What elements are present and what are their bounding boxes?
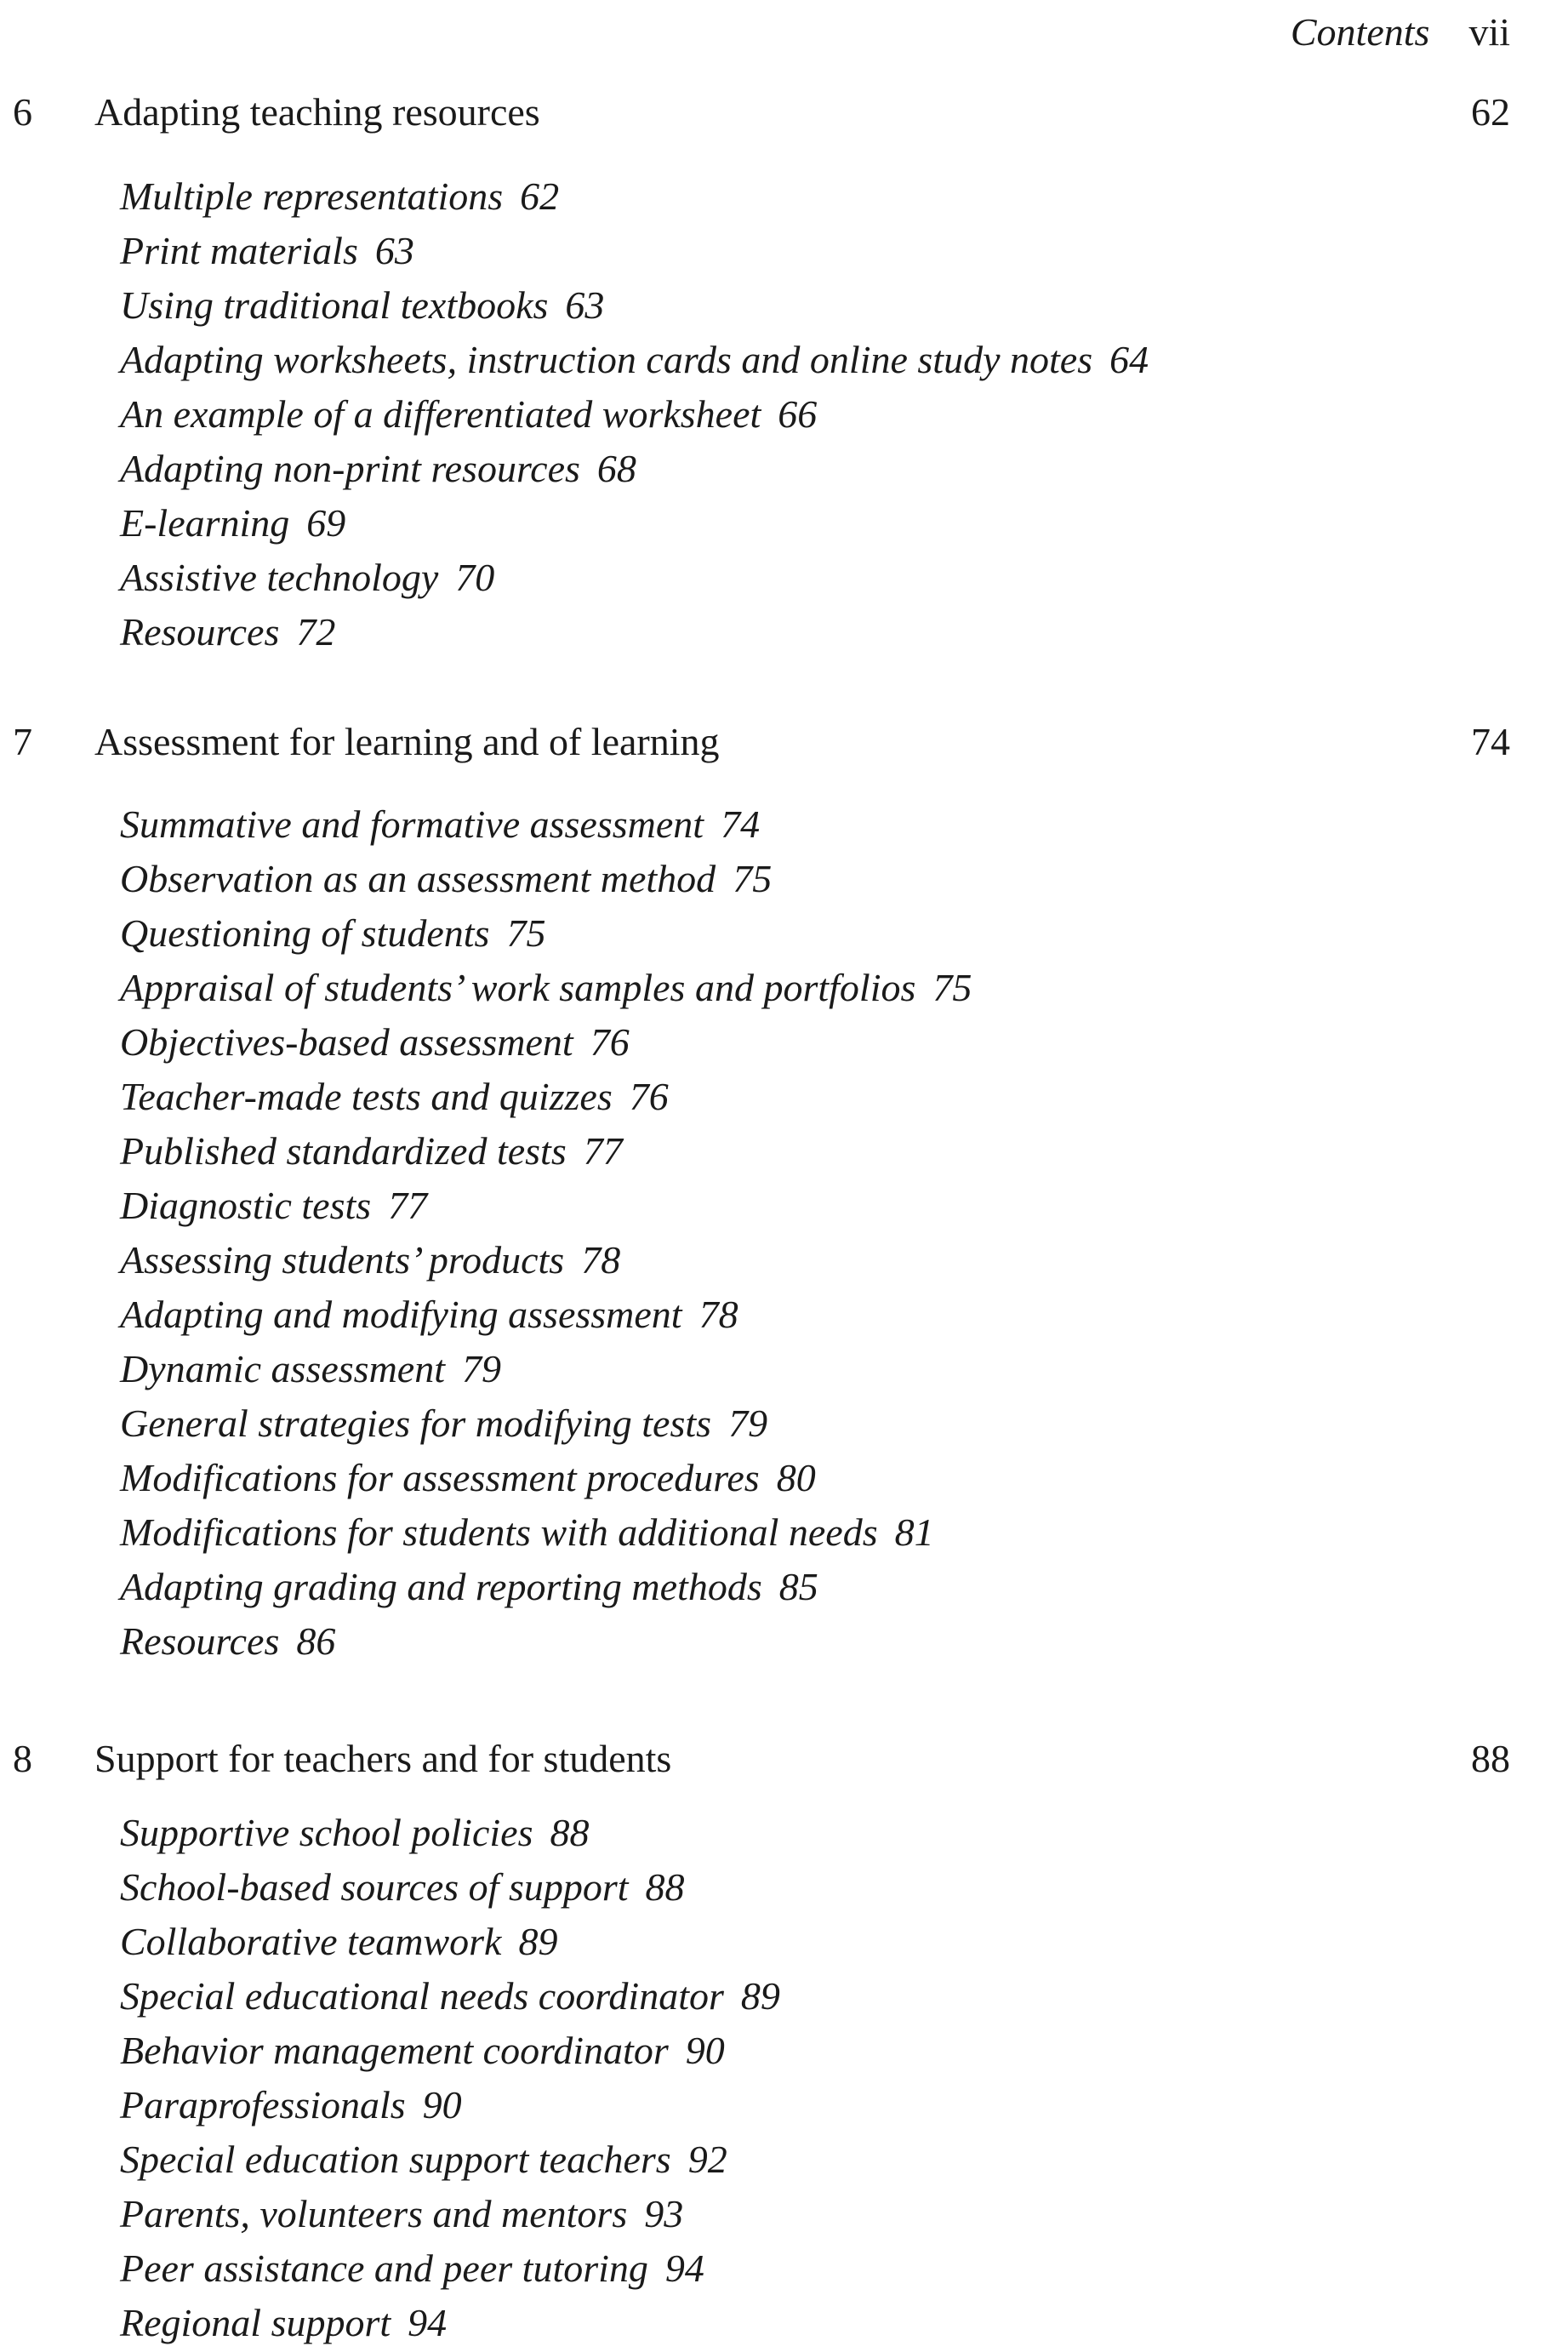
section-entry[interactable] (120, 1560, 1515, 1614)
chapter-number: 7 (13, 720, 32, 763)
section-page-number: 66 (778, 392, 818, 436)
section-page-number: 79 (462, 1347, 501, 1390)
section-entry[interactable] (120, 797, 1515, 852)
section-title: School-based sources of support (120, 1865, 629, 1909)
chapter-number: 6 (13, 90, 32, 134)
section-page-number: 81 (894, 1510, 934, 1554)
chapter-8 (0, 1732, 1568, 2344)
section-title: Observation as an assessment method (120, 857, 716, 900)
section-title: Published standardized tests (120, 1129, 567, 1173)
section-title: Adapting grading and reporting methods (120, 1565, 762, 1608)
running-head-page-number: vii (1468, 10, 1510, 54)
section-page-number: 77 (388, 1184, 428, 1227)
section-title: Special educational needs coordinator (120, 1974, 724, 2018)
section-page-number: 94 (408, 2301, 448, 2344)
section-entry[interactable] (120, 169, 1515, 224)
section-entry[interactable] (120, 442, 1515, 496)
section-title: Special education support teachers (120, 2138, 671, 2181)
section-entry[interactable] (120, 2024, 1515, 2078)
chapter-page-number: 62 (1471, 90, 1510, 134)
section-entry[interactable] (120, 2241, 1515, 2296)
section-entry[interactable] (120, 1179, 1515, 1233)
section-title: Behavior management coordinator (120, 2029, 669, 2072)
chapter-7 (0, 715, 1568, 1663)
section-page-number: 88 (645, 1865, 685, 1909)
section-title: Multiple representations (120, 174, 504, 218)
section-title: Peer assistance and peer tutoring (120, 2246, 648, 2290)
section-title: E-learning (120, 501, 290, 545)
section-title: Dynamic assessment (120, 1347, 445, 1390)
chapter-page-number: 74 (1471, 720, 1510, 763)
chapter-title: Support for teachers and for students (94, 1737, 672, 1780)
section-entry[interactable] (120, 278, 1515, 333)
chapter-page-number: 88 (1471, 1737, 1510, 1780)
section-entry[interactable] (120, 1451, 1515, 1505)
section-title: General strategies for modifying tests (120, 1401, 712, 1445)
section-title: Parents, volunteers and mentors (120, 2192, 628, 2235)
section-page-number: 80 (776, 1456, 816, 1499)
section-entry[interactable] (120, 1342, 1515, 1396)
section-title: Resources (120, 1619, 280, 1663)
section-page-number: 79 (728, 1401, 768, 1445)
section-page-number: 63 (374, 229, 414, 272)
section-title: Supportive school policies (120, 1811, 533, 1854)
section-entry[interactable] (120, 333, 1515, 387)
section-page-number: 89 (740, 1974, 780, 2018)
section-page-number: 92 (687, 2138, 727, 2181)
section-title: Resources (120, 610, 280, 654)
section-entry[interactable] (120, 2132, 1515, 2187)
section-page-number: 89 (518, 1920, 558, 1963)
section-title: Assistive technology (120, 556, 439, 599)
section-title: An example of a differentiated worksheet (120, 392, 761, 436)
section-entry[interactable] (120, 387, 1515, 442)
section-entry[interactable] (120, 496, 1515, 551)
section-title: Assessing students’ products (120, 1238, 565, 1282)
section-entry[interactable] (120, 1396, 1515, 1451)
section-entry[interactable] (120, 551, 1515, 605)
section-page-number: 72 (296, 610, 336, 654)
section-list (120, 797, 1515, 1669)
section-entry[interactable] (120, 961, 1515, 1015)
section-entry[interactable] (120, 605, 1515, 659)
section-entry[interactable] (120, 852, 1515, 906)
section-page-number: 64 (1109, 338, 1149, 381)
section-title: Using traditional textbooks (120, 283, 549, 327)
section-page-number: 62 (520, 174, 560, 218)
section-page-number: 90 (685, 2029, 725, 2072)
section-entry[interactable] (120, 1505, 1515, 1560)
running-head-title: Contents (1290, 10, 1430, 54)
section-list (120, 1806, 1515, 2350)
section-page-number: 68 (596, 447, 636, 490)
chapter-heading[interactable] (0, 85, 1568, 140)
section-entry[interactable] (120, 1915, 1515, 1969)
section-page-number: 90 (422, 2083, 462, 2127)
chapter-heading[interactable] (0, 1732, 1568, 1786)
section-page-number: 75 (506, 911, 546, 955)
section-title: Objectives-based assessment (120, 1020, 573, 1064)
chapter-6 (0, 85, 1568, 654)
section-title: Regional support (120, 2301, 391, 2344)
section-entry[interactable] (120, 1287, 1515, 1342)
section-title: Adapting non-print resources (120, 447, 580, 490)
section-entry[interactable] (120, 224, 1515, 278)
section-title: Print materials (120, 229, 358, 272)
running-head (1291, 7, 1510, 58)
section-page-number: 88 (550, 1811, 590, 1854)
chapter-number: 8 (13, 1737, 32, 1780)
section-entry[interactable] (120, 1614, 1515, 1669)
section-title: Collaborative teamwork (120, 1920, 502, 1963)
section-entry[interactable] (120, 2296, 1515, 2350)
section-title: Modifications for assessment procedures (120, 1456, 760, 1499)
section-entry[interactable] (120, 1233, 1515, 1287)
section-page-number: 74 (721, 802, 761, 846)
section-page-number: 94 (664, 2246, 704, 2290)
section-entry[interactable] (120, 1806, 1515, 1860)
section-entry[interactable] (120, 1124, 1515, 1179)
section-page-number: 75 (932, 966, 972, 1009)
section-page-number: 78 (698, 1293, 738, 1336)
section-entry[interactable] (120, 2078, 1515, 2132)
section-page-number: 93 (644, 2192, 684, 2235)
section-page-number: 76 (629, 1075, 669, 1118)
section-page-number: 69 (306, 501, 346, 545)
section-entry[interactable] (120, 1070, 1515, 1124)
section-title: Appraisal of students’ work samples and portfolios (120, 966, 916, 1009)
section-page-number: 70 (455, 556, 495, 599)
section-page-number: 76 (590, 1020, 630, 1064)
section-page-number: 78 (581, 1238, 621, 1282)
chapter-heading[interactable] (0, 715, 1568, 769)
section-title: Teacher-made tests and quizzes (120, 1075, 613, 1118)
section-title: Paraprofessionals (120, 2083, 406, 2127)
section-entry[interactable] (120, 1860, 1515, 1915)
section-page-number: 77 (583, 1129, 623, 1173)
section-title: Diagnostic tests (120, 1184, 372, 1227)
chapter-title: Assessment for learning and of learning (94, 720, 720, 763)
section-page-number: 85 (778, 1565, 818, 1608)
section-title: Summative and formative assessment (120, 802, 704, 846)
section-entry[interactable] (120, 1015, 1515, 1070)
section-title: Questioning of students (120, 911, 490, 955)
section-title: Adapting worksheets, instruction cards and online study notes (120, 338, 1093, 381)
section-entry[interactable] (120, 906, 1515, 961)
section-page-number: 75 (733, 857, 773, 900)
section-page-number: 86 (296, 1619, 336, 1663)
section-entry[interactable] (120, 2187, 1515, 2241)
section-title: Modifications for students with additional needs (120, 1510, 878, 1554)
section-list (120, 169, 1515, 659)
section-title: Adapting and modifying assessment (120, 1293, 682, 1336)
section-page-number: 63 (565, 283, 605, 327)
chapter-title: Adapting teaching resources (94, 90, 540, 134)
section-entry[interactable] (120, 1969, 1515, 2024)
